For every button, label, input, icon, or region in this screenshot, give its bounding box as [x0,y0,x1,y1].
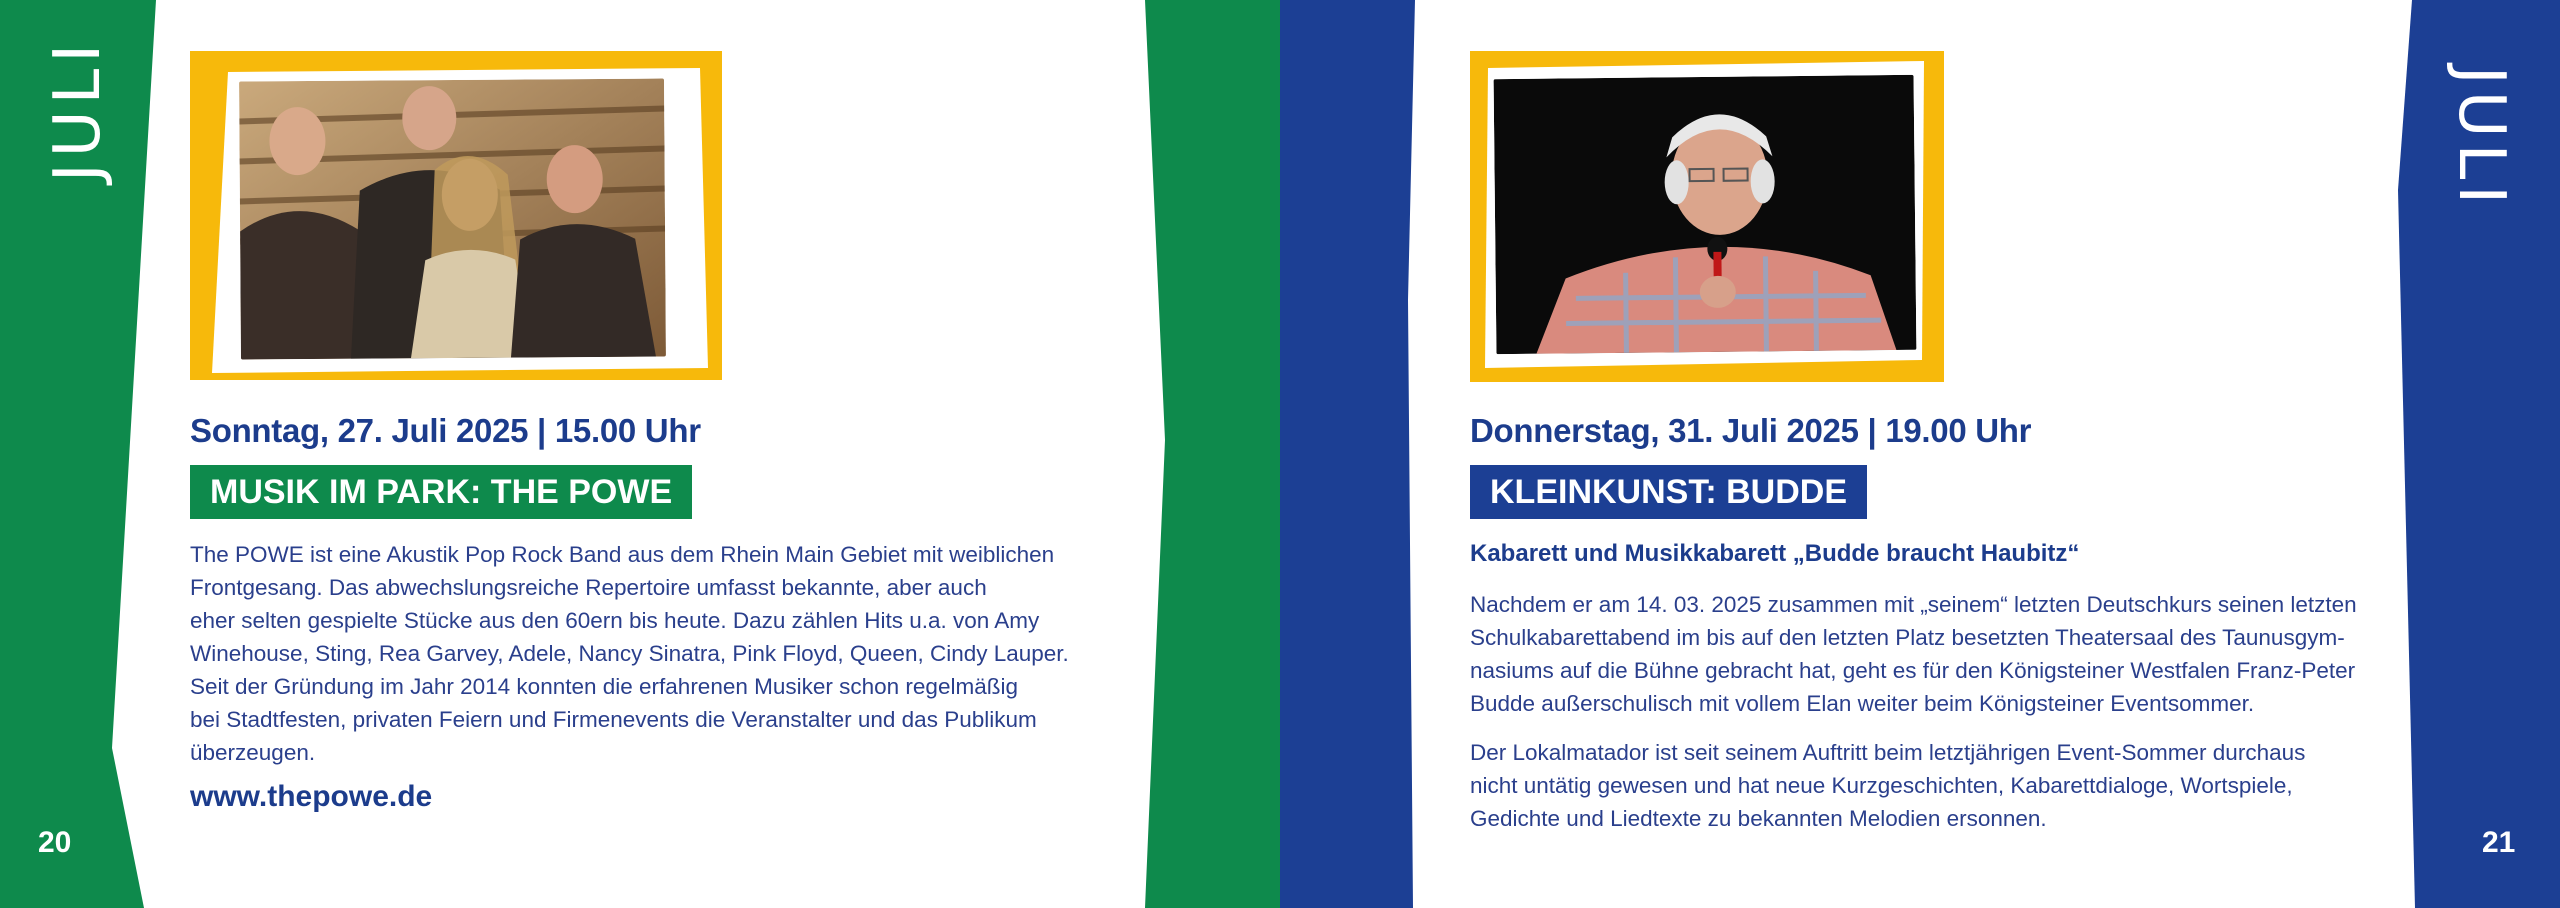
event-date-time: Donnerstag, 31. Juli 2025 | 19.00 Uhr [1470,412,2032,449]
right-blue-gutter-band [1280,0,1415,908]
event-title-banner: MUSIK IM PARK: THE POWE [190,465,692,519]
description-line: eher selten gespielte Stücke aus den 60ern bis heute. Dazu zählen Hits u.a. von Amy [190,608,1040,633]
description-line: Gedichte und Liedtexte zu bekannten Melodien ersonnen. [1470,806,2047,831]
performer-photo [1494,75,1917,354]
description-line: Der Lokalmatador ist seit seinem Auftritt beim letztjährigen Event-Sommer durchaus [1470,740,2306,765]
event-description [1470,588,2390,835]
band-photo [239,79,666,360]
left-green-gutter-band [1145,0,1280,908]
description-line: nasiums auf die Bühne gebracht hat, geht es für den Königsteiner Westfalen Franz-Peter [1470,658,2356,683]
description-line: Winehouse, Sting, Rea Garvey, Adele, Nancy Sinatra, Pink Floyd, Queen, Cindy Lauper. [190,641,1069,666]
page-number: 20 [38,826,72,859]
event-date-time: Sonntag, 27. Juli 2025 | 15.00 Uhr [190,412,701,449]
month-label-vertical: JULI [2444,65,2518,211]
description-line: Frontgesang. Das abwechslungsreiche Repertoire umfasst bekannte, aber auch [190,575,987,600]
description-line: bei Stadtfesten, privaten Feiern und Firmenevents die Veranstalter und das Publikum [190,707,1037,732]
event-subtitle: Kabarett und Musikkabarett „Budde braucht Haubitz“ [1470,540,2080,567]
band-website-link[interactable]: www.thepowe.de [190,780,433,813]
description-line: Schulkabarettabend im bis auf den letzten Platz besetzten Theatersaal des Taunusgym- [1470,625,2345,650]
event-title-banner: KLEINKUNST: BUDDE [1470,465,1867,519]
description-line: nicht untätig gewesen und hat neue Kurzgeschichten, Kabarettdialoge, Wortspiele, [1470,773,2293,798]
description-line: Nachdem er am 14. 03. 2025 zusammen mit „seinem“ letzten Deutschkurs seinen letzten [1470,592,2357,617]
page-number: 21 [2482,826,2516,859]
page-right [1280,0,2560,908]
event-description [190,538,1120,769]
description-line: Budde außerschulisch mit vollem Elan weiter beim Königsteiner Eventsommer. [1470,691,2255,716]
description-line: The POWE ist eine Akustik Pop Rock Band aus dem Rhein Main Gebiet mit weiblichen [190,542,1055,567]
description-line: überzeugen. [190,740,316,765]
month-label-vertical: JULI [41,37,115,183]
description-line: Seit der Gründung im Jahr 2014 konnten die erfahrenen Musiker schon regelmäßig [190,674,1018,699]
